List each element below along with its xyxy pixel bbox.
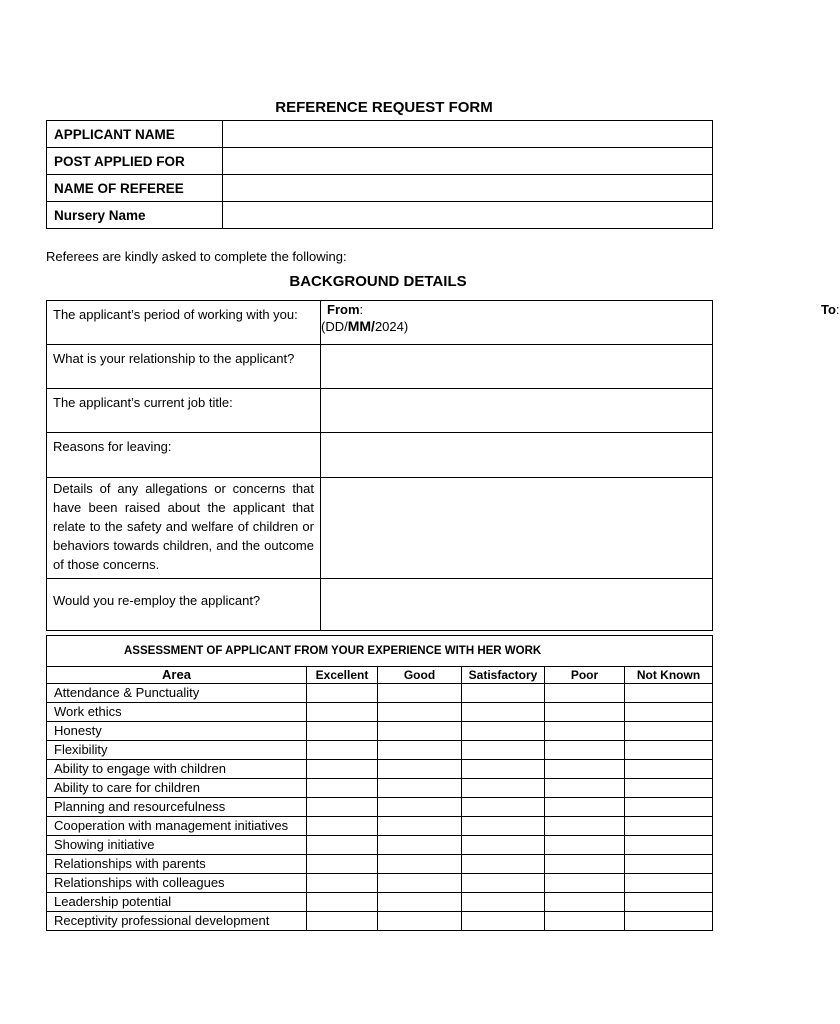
- rating-cell-satisfactory[interactable]: [462, 893, 545, 912]
- rating-cell-excellent[interactable]: [307, 798, 378, 817]
- post-applied-field[interactable]: [223, 148, 713, 175]
- referee-name-label: NAME OF REFEREE: [47, 175, 223, 202]
- assessment-area-label: Work ethics: [47, 703, 307, 722]
- period-answer-field[interactable]: [321, 301, 840, 345]
- assessment-area-label: Relationships with parents: [47, 855, 307, 874]
- rating-cell-not-known[interactable]: [625, 722, 713, 741]
- table-row: [47, 301, 713, 345]
- applicant-name-label: APPLICANT NAME: [47, 121, 223, 148]
- rating-cell-poor[interactable]: [545, 817, 625, 836]
- table-row: [47, 893, 713, 912]
- rating-cell-not-known[interactable]: [625, 760, 713, 779]
- post-applied-label: POST APPLIED FOR: [47, 148, 223, 175]
- assessment-area-label: Showing initiative: [47, 836, 307, 855]
- rating-cell-excellent[interactable]: [307, 779, 378, 798]
- reasons-leaving-question: Reasons for leaving:: [47, 433, 321, 478]
- table-row: [47, 478, 713, 579]
- relationship-question: What is your relationship to the applicant?: [47, 345, 321, 389]
- rating-cell-good[interactable]: [378, 703, 462, 722]
- rating-cell-satisfactory[interactable]: [462, 874, 545, 893]
- rating-cell-not-known[interactable]: [625, 836, 713, 855]
- assessment-area-label: Attendance & Punctuality: [47, 684, 307, 703]
- column-header-satisfactory: Satisfactory: [462, 667, 545, 684]
- rating-cell-poor[interactable]: [545, 779, 625, 798]
- assessment-table: [46, 635, 713, 931]
- rating-cell-good[interactable]: [378, 874, 462, 893]
- rating-cell-not-known[interactable]: [625, 893, 713, 912]
- allegations-answer-field[interactable]: [321, 478, 713, 579]
- rating-cell-good[interactable]: [378, 684, 462, 703]
- rating-cell-good[interactable]: [378, 779, 462, 798]
- job-title-answer-field[interactable]: [321, 389, 713, 433]
- background-title: BACKGROUND DETAILS: [289, 273, 467, 290]
- date-format-hint: (DD/MM/2024): [321, 318, 409, 334]
- rating-cell-excellent[interactable]: [307, 855, 378, 874]
- assessment-title: ASSESSMENT OF APPLICANT FROM YOUR EXPERIENCE WITH HER WORK: [47, 636, 713, 667]
- from-label: From:: [327, 302, 364, 317]
- rating-cell-poor[interactable]: [545, 893, 625, 912]
- rating-cell-not-known[interactable]: [625, 817, 713, 836]
- rating-cell-excellent[interactable]: [307, 703, 378, 722]
- reemploy-question: Would you re-employ the applicant?: [47, 579, 321, 631]
- rating-cell-excellent[interactable]: [307, 760, 378, 779]
- rating-cell-excellent[interactable]: [307, 836, 378, 855]
- rating-cell-good[interactable]: [378, 760, 462, 779]
- rating-cell-not-known[interactable]: [625, 798, 713, 817]
- rating-cell-good[interactable]: [378, 741, 462, 760]
- rating-cell-not-known[interactable]: [625, 684, 713, 703]
- rating-cell-not-known[interactable]: [625, 912, 713, 931]
- rating-cell-not-known[interactable]: [625, 874, 713, 893]
- table-row: [47, 779, 713, 798]
- referee-name-field[interactable]: [223, 175, 713, 202]
- nursery-name-label: Nursery Name: [47, 202, 223, 229]
- table-row: [47, 433, 713, 478]
- reemploy-answer-field[interactable]: [321, 579, 713, 631]
- assessment-area-label: Cooperation with management initiatives: [47, 817, 307, 836]
- table-row: [47, 836, 713, 855]
- assessment-area-label: Ability to engage with children: [47, 760, 307, 779]
- rating-cell-poor[interactable]: [545, 798, 625, 817]
- rating-cell-poor[interactable]: [545, 874, 625, 893]
- column-header-not-known: Not Known: [625, 667, 713, 684]
- rating-cell-poor[interactable]: [545, 703, 625, 722]
- rating-cell-satisfactory[interactable]: [462, 741, 545, 760]
- rating-cell-good[interactable]: [378, 912, 462, 931]
- column-header-area: Area: [47, 667, 307, 684]
- rating-cell-good[interactable]: [378, 836, 462, 855]
- table-row: [47, 667, 713, 684]
- rating-cell-satisfactory[interactable]: [462, 817, 545, 836]
- form-title: REFERENCE REQUEST FORM: [275, 99, 493, 116]
- period-question: The applicant’s period of working with you:: [47, 301, 321, 345]
- applicant-name-field[interactable]: [223, 121, 713, 148]
- nursery-name-field[interactable]: [223, 202, 713, 229]
- table-row: [47, 798, 713, 817]
- table-row: [47, 345, 713, 389]
- table-row: [47, 175, 713, 202]
- table-row: [47, 684, 713, 703]
- rating-cell-satisfactory[interactable]: [462, 855, 545, 874]
- table-row: [47, 760, 713, 779]
- rating-cell-excellent[interactable]: [307, 741, 378, 760]
- column-header-poor: Poor: [545, 667, 625, 684]
- rating-cell-excellent[interactable]: [307, 912, 378, 931]
- rating-cell-satisfactory[interactable]: [462, 836, 545, 855]
- rating-cell-poor[interactable]: [545, 912, 625, 931]
- relationship-answer-field[interactable]: [321, 345, 713, 389]
- assessment-area-label: Leadership potential: [47, 893, 307, 912]
- table-row: [47, 703, 713, 722]
- table-row: [47, 912, 713, 931]
- rating-cell-not-known[interactable]: [625, 855, 713, 874]
- table-row: [47, 741, 713, 760]
- rating-cell-satisfactory[interactable]: [462, 722, 545, 741]
- assessment-area-label: Relationships with colleagues: [47, 874, 307, 893]
- rating-cell-satisfactory[interactable]: [462, 912, 545, 931]
- rating-cell-poor[interactable]: [545, 855, 625, 874]
- column-header-good: Good: [378, 667, 462, 684]
- rating-cell-good[interactable]: [378, 798, 462, 817]
- intro-text: Referees are kindly asked to complete the following:: [46, 249, 347, 264]
- rating-cell-satisfactory[interactable]: [462, 684, 545, 703]
- assessment-area-label: Honesty: [47, 722, 307, 741]
- rating-cell-poor[interactable]: [545, 836, 625, 855]
- to-label: To:: [821, 302, 840, 317]
- rating-cell-excellent[interactable]: [307, 684, 378, 703]
- rating-cell-excellent[interactable]: [307, 722, 378, 741]
- table-row: [47, 202, 713, 229]
- assessment-area-label: Flexibility: [47, 741, 307, 760]
- rating-cell-poor[interactable]: [545, 760, 625, 779]
- table-row: [47, 579, 713, 631]
- rating-cell-satisfactory[interactable]: [462, 779, 545, 798]
- table-row: [47, 855, 713, 874]
- job-title-question: The applicant’s current job title:: [47, 389, 321, 433]
- background-details-table: [46, 300, 840, 631]
- rating-cell-poor[interactable]: [545, 741, 625, 760]
- rating-cell-excellent[interactable]: [307, 817, 378, 836]
- table-row: [47, 389, 713, 433]
- rating-cell-poor[interactable]: [545, 684, 625, 703]
- assessment-area-label: Ability to care for children: [47, 779, 307, 798]
- rating-cell-not-known[interactable]: [625, 703, 713, 722]
- assessment-area-label: Receptivity professional development: [47, 912, 307, 931]
- rating-cell-satisfactory[interactable]: [462, 760, 545, 779]
- table-row: [47, 636, 713, 667]
- rating-cell-satisfactory[interactable]: [462, 703, 545, 722]
- table-row: [47, 148, 713, 175]
- rating-cell-satisfactory[interactable]: [462, 798, 545, 817]
- rating-cell-good[interactable]: [378, 893, 462, 912]
- rating-cell-not-known[interactable]: [625, 741, 713, 760]
- rating-cell-excellent[interactable]: [307, 893, 378, 912]
- table-row: [47, 121, 713, 148]
- rating-cell-poor[interactable]: [545, 722, 625, 741]
- rating-cell-not-known[interactable]: [625, 779, 713, 798]
- applicant-details-table: [46, 120, 713, 229]
- table-row: [47, 874, 713, 893]
- table-row: [47, 722, 713, 741]
- table-row: [47, 817, 713, 836]
- rating-cell-good[interactable]: [378, 855, 462, 874]
- rating-cell-good[interactable]: [378, 722, 462, 741]
- rating-cell-excellent[interactable]: [307, 874, 378, 893]
- rating-cell-good[interactable]: [378, 817, 462, 836]
- allegations-question: Details of any allegations or concerns that have been raised about the applicant that relate to the safety and welfare of children or behaviors towards children, and the outcome of those concerns.: [47, 478, 321, 579]
- assessment-rows: [47, 684, 713, 931]
- assessment-area-label: Planning and resourcefulness: [47, 798, 307, 817]
- column-header-excellent: Excellent: [307, 667, 378, 684]
- reasons-leaving-answer-field[interactable]: [321, 433, 713, 478]
